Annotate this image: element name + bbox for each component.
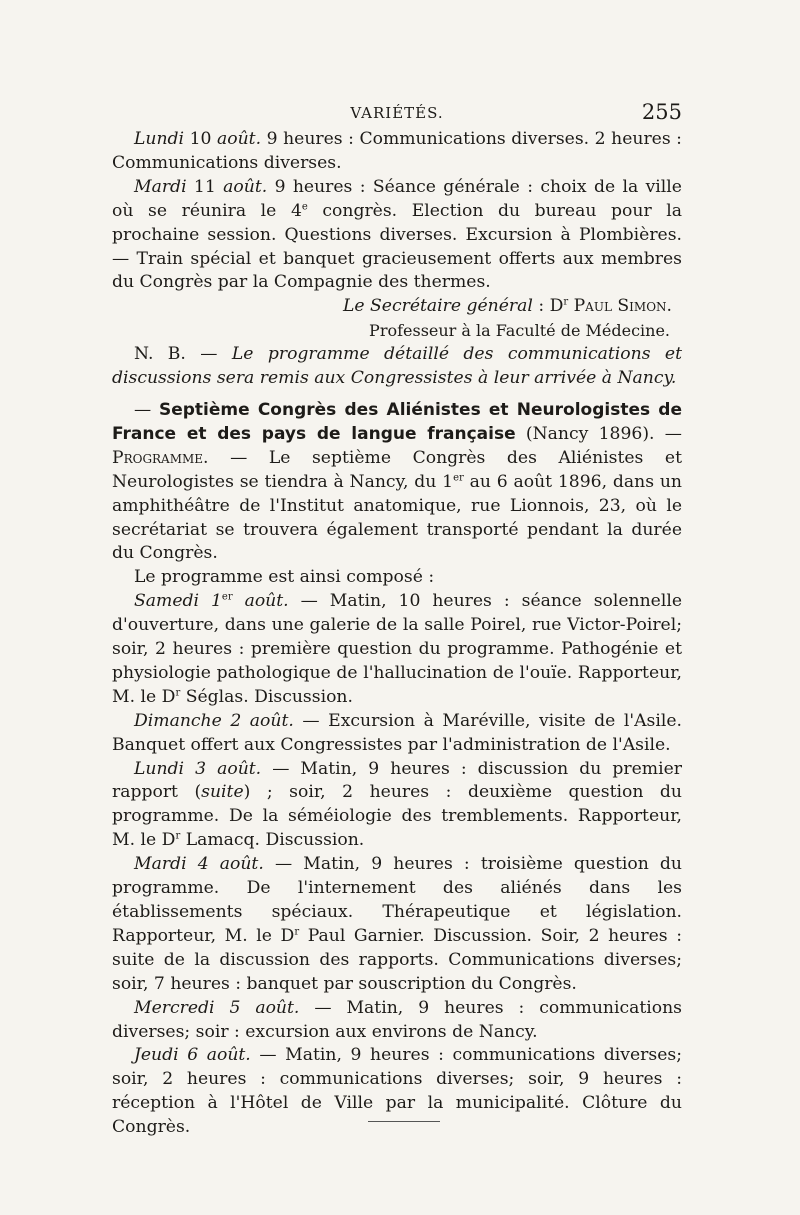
spacer — [112, 391, 682, 399]
month-name: 5 août. — [214, 997, 300, 1018]
day-number: 10 — [184, 129, 218, 149]
day-text: Séglas. Discussion. — [180, 686, 353, 707]
paragraph-text: congrès. Election du bureau pour la prochaine session. Questions diverses. Excursion à Plombières. — Train spécial et banquet gracieusement offerts aux membres du Congrès par la Compagnie des thermes. — [112, 200, 682, 293]
paragraph-text: 9 heures : Séance générale : choix de la ville où se réunira le 4 — [112, 176, 682, 221]
superscript: e — [301, 200, 308, 212]
page-number: 255 — [641, 100, 682, 124]
congress-text: — Le septième Congrès des Aliénistes et Neurologistes se tiendra à Nancy, du 1 — [112, 447, 682, 492]
congress-text-b: au 6 août 1896, dans un amphithéâtre de l'Institut anatomique, rue Lionnois, 23, où le secrétariat se trouvera également transporté pendant la durée du Congrès. — [112, 471, 682, 564]
signature-line — [112, 295, 682, 319]
day-name: Mercredi — [134, 997, 215, 1018]
day-text: — Matin, 10 heures : séance solennelle d'ouverture, dans une galerie de la salle Poirel, rue Victor-Poirel; soir, 2 heures : première question du programme. Pathogénie et physiologie pathologique de l'hallucination de l'ouïe. Rapporteur, M. le D — [112, 591, 683, 707]
congress-heading: Septième Congrès des Aliénistes et Neurologistes de France et des pays de langue française — [112, 399, 683, 444]
nb-label: N. B. — — [134, 344, 232, 365]
page-body — [112, 128, 682, 1140]
superscript: r — [563, 296, 569, 308]
signature-label: Le Secrétaire général — [342, 296, 533, 317]
day-text: Lamacq. Discussion. — [180, 830, 365, 851]
day-lundi — [112, 758, 682, 854]
month-name: 4 août. — [186, 854, 264, 875]
superscript: r — [175, 830, 181, 842]
month-name: août. — [217, 129, 262, 149]
day-samedi — [112, 590, 682, 710]
day-text: — Matin, 9 heures : troisième question du programme. De l'internement des aliénés dans les établissements spéciaux. Thérapeutique et législation. Rapporteur, M. le D — [112, 854, 682, 946]
paragraph-mardi-11 — [112, 176, 682, 296]
day-mercredi — [112, 997, 682, 1045]
superscript: er — [453, 471, 464, 483]
day-text: ) ; soir, 2 heures : deuxième question du programme. De la séméiologie des tremblements. Rapporteur, M. le D — [112, 782, 683, 851]
nb-text: Le programme détaillé des communications et discussions sera remis aux Congressistes à leur arrivée à Nancy. — [112, 344, 683, 389]
day-text: — Matin, 9 heures : communications diverses; soir, 2 heures : communications diverses; soir, 9 heures : réception à l'Hôtel de Ville par la municipalité. Clôture du Congrès. — [112, 1045, 682, 1138]
signature-sep: : D — [532, 296, 564, 317]
congress-announcement — [112, 399, 682, 566]
day-text: — Matin, 9 heures : communications diverses; soir : excursion aux environs de Nancy. — [112, 997, 682, 1042]
paragraph-lundi-10 — [112, 128, 682, 176]
running-head — [112, 100, 682, 126]
day-dimanche — [112, 710, 682, 758]
day-number: 11 — [186, 176, 224, 197]
superscript: r — [294, 926, 300, 938]
month-name: 3 août. — [184, 758, 262, 779]
signature-title: Professeur à la Faculté de Médecine. — [369, 321, 670, 341]
day-name: Dimanche — [134, 710, 222, 731]
day-text: — Excursion à Maréville, visite de l'Asile. Banquet offert aux Congressistes par l'administration de l'Asile. — [112, 710, 682, 755]
day-name: Samedi 1 — [134, 591, 222, 612]
nota-bene — [112, 343, 682, 391]
month-name: 2 août. — [221, 710, 294, 731]
day-jeudi — [112, 1044, 682, 1140]
paragraph-text: 9 heures : Communications diverses. 2 heures : Communications diverses. — [112, 129, 682, 173]
day-mardi — [112, 853, 682, 996]
month-name: 6 août. — [178, 1045, 251, 1066]
day-text: Paul Garnier. Discussion. Soir, 2 heures : suite de la discussion des rapports. Communications diverses; soir, 7 heures : banquet par souscription du Congrès. — [112, 925, 682, 994]
signature-name: Paul Simon. — [568, 296, 672, 317]
superscript: r — [175, 687, 181, 699]
day-name: Jeudi — [134, 1045, 179, 1066]
running-title: VARIÉTÉS. — [350, 104, 444, 122]
day-name: Mardi — [134, 854, 187, 875]
program-intro: Le programme est ainsi composé : — [134, 567, 435, 588]
month-name: août. — [232, 591, 289, 612]
congress-place: (Nancy 1896). — — [515, 423, 682, 444]
day-name: Lundi — [134, 758, 185, 779]
day-name: Lundi — [134, 129, 185, 149]
month-name: août. — [223, 176, 268, 197]
day-name: Mardi — [134, 176, 187, 197]
suite-word: suite — [201, 782, 244, 803]
dash: — — [134, 399, 159, 420]
superscript: er — [221, 591, 233, 603]
section-rule — [368, 1121, 440, 1122]
day-text: — Matin, 9 heures : discussion du premier rapport ( — [112, 758, 682, 803]
program-label: Programme. — [112, 447, 209, 468]
